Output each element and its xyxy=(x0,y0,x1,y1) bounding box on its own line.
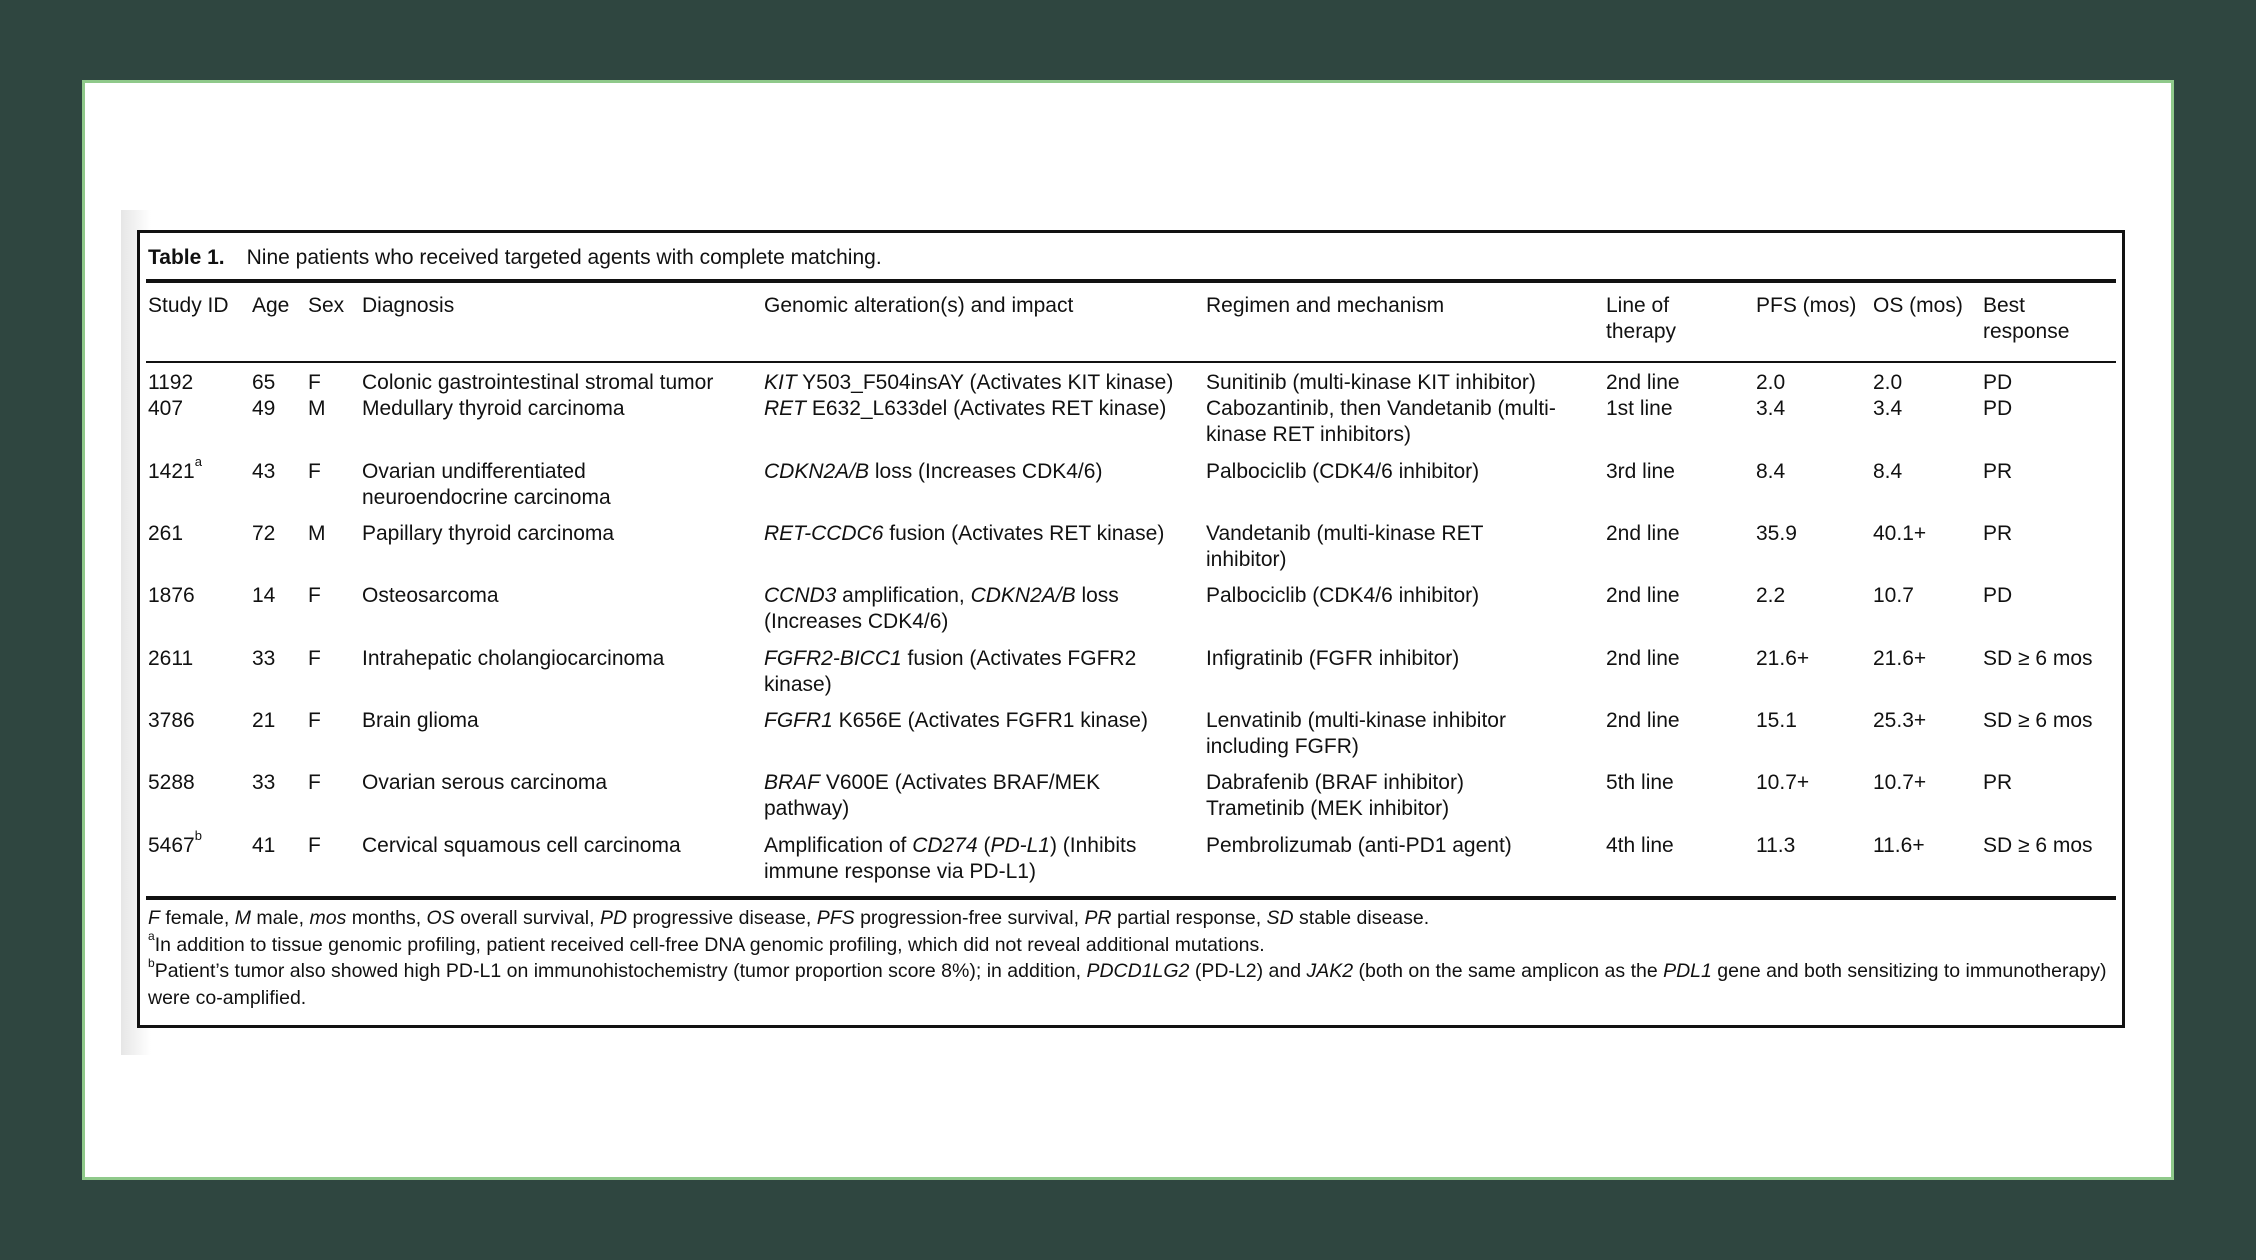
cell-sex: F xyxy=(308,460,321,483)
genomic-text: Amplification of xyxy=(764,834,913,857)
cell-genomic-alteration xyxy=(764,521,1164,547)
header-os: OS (mos) xyxy=(1873,294,1963,317)
abbreviation: PD xyxy=(599,907,628,929)
regimen-line: kinase RET inhibitors) xyxy=(1206,423,1412,446)
table-figure xyxy=(137,230,2125,1028)
footnote-a xyxy=(148,929,2113,959)
gene-name: FGFR2-BICC1 xyxy=(764,647,902,670)
regimen-line: inhibitor) xyxy=(1206,548,1287,571)
cell-os: 21.6+ xyxy=(1873,647,1927,670)
cell-pfs: 8.4 xyxy=(1756,460,1786,483)
cell-line-of-therapy: 4th line xyxy=(1606,834,1674,857)
gene-name: CDKN2A/B xyxy=(970,584,1076,607)
footnote-b-text-3: (both on the same amplicon as the xyxy=(1353,960,1664,982)
abbreviation-definition: progression-free survival, xyxy=(854,907,1085,929)
header-line-2: therapy xyxy=(1606,320,1677,343)
cell-study-id xyxy=(148,454,202,485)
gene-name: CDKN2A/B xyxy=(764,460,870,483)
abbreviation: M xyxy=(234,907,251,929)
cell-best-response: PD xyxy=(1983,397,2013,420)
diagnosis-line: Medullary thyroid carcinoma xyxy=(362,397,625,420)
study-id-text: 5288 xyxy=(148,771,195,794)
table-caption xyxy=(148,243,882,273)
cell-regimen xyxy=(1206,459,1479,485)
regimen-line: Lenvatinib (multi-kinase inhibitor xyxy=(1206,709,1506,732)
cell-age: 41 xyxy=(252,834,276,857)
footnote-b-gene-1: PDCD1LG2 xyxy=(1086,960,1190,982)
diagnosis-line: Intrahepatic cholangiocarcinoma xyxy=(362,647,665,670)
header-line xyxy=(1606,293,1676,345)
cell-age: 49 xyxy=(252,397,276,420)
genomic-text: ( xyxy=(977,834,991,857)
genomic-text: V600E (Activates BRAF/MEK xyxy=(820,771,1101,794)
cell-genomic-alteration xyxy=(764,396,1166,422)
cell-diagnosis xyxy=(362,521,614,547)
genomic-line xyxy=(764,708,1148,734)
cell-age: 65 xyxy=(252,371,276,394)
cell-line-of-therapy: 5th line xyxy=(1606,771,1674,794)
cell-sex: M xyxy=(308,397,326,420)
abbreviation-definition: stable disease. xyxy=(1293,907,1430,929)
slide-frame xyxy=(82,80,2174,1180)
cell-os: 8.4 xyxy=(1873,460,1903,483)
cell-pfs: 10.7+ xyxy=(1756,771,1810,794)
cell-study-id xyxy=(148,583,195,609)
top-rule xyxy=(146,279,2116,283)
abbreviation: F xyxy=(148,907,160,929)
cell-diagnosis xyxy=(362,459,611,511)
abbreviation: mos xyxy=(309,907,347,929)
diagnosis-line: Osteosarcoma xyxy=(362,584,499,607)
study-id-text: 407 xyxy=(148,397,184,420)
cell-sex: F xyxy=(308,709,321,732)
cell-os: 3.4 xyxy=(1873,397,1903,420)
abbreviation-definition: progressive disease, xyxy=(627,907,817,929)
footnote-a-text: In addition to tissue genomic profiling, patient received cell-free DNA genomic profiling, which did not reveal additional mutations. xyxy=(154,933,1265,956)
cell-genomic-alteration xyxy=(764,646,1136,698)
study-id-text: 5467 xyxy=(148,834,195,857)
genomic-text: loss (Increases CDK4/6) xyxy=(869,460,1103,483)
genomic-text: loss xyxy=(1075,584,1119,607)
header-best xyxy=(1983,293,2069,345)
genomic-line xyxy=(764,770,1100,796)
cell-best-response: PD xyxy=(1983,584,2013,607)
abbreviation-definition: overall survival, xyxy=(454,907,600,929)
cell-line-of-therapy: 2nd line xyxy=(1606,647,1680,670)
cell-genomic-alteration xyxy=(764,459,1102,485)
regimen-line: Pembrolizumab (anti-PD1 agent) xyxy=(1206,834,1512,857)
cell-genomic-alteration xyxy=(764,770,1100,822)
cell-best-response: PR xyxy=(1983,460,2013,483)
header-diagnosis: Diagnosis xyxy=(362,294,455,317)
header-rule xyxy=(146,361,2116,363)
cell-pfs: 35.9 xyxy=(1756,522,1797,545)
cell-study-id xyxy=(148,521,183,547)
genomic-line xyxy=(764,646,1136,672)
diagnosis-line: Papillary thyroid carcinoma xyxy=(362,522,615,545)
regimen-line: Dabrafenib (BRAF inhibitor) xyxy=(1206,771,1464,794)
gene-name: BRAF xyxy=(764,771,821,794)
cell-os: 2.0 xyxy=(1873,371,1903,394)
genomic-line xyxy=(764,396,1166,422)
cell-pfs: 21.6+ xyxy=(1756,647,1810,670)
header-best-2: response xyxy=(1983,320,2070,343)
abbreviation-definition: months, xyxy=(346,907,427,929)
cell-study-id xyxy=(148,770,195,796)
cell-study-id xyxy=(148,396,183,422)
genomic-text: fusion (Activates FGFR2 xyxy=(901,647,1137,670)
diagnosis-line: Ovarian undifferentiated xyxy=(362,460,586,483)
gene-name: PD-L1 xyxy=(990,834,1050,857)
cell-os: 11.6+ xyxy=(1873,834,1925,857)
abbreviation-definition: female, xyxy=(159,907,235,929)
cell-regimen xyxy=(1206,521,1483,573)
cell-age: 33 xyxy=(252,771,276,794)
genomic-line: pathway) xyxy=(764,797,850,820)
genomic-text: Y503_F504insAY (Activates KIT kinase) xyxy=(796,371,1174,394)
cell-pfs: 15.1 xyxy=(1756,709,1797,732)
footnote-b-text-4: gene and both sensitizing to immunotherapy) were co-amplified. xyxy=(148,960,2107,1009)
genomic-text: ) (Inhibits xyxy=(1049,834,1137,857)
genomic-line xyxy=(764,833,1136,859)
cell-study-id xyxy=(148,370,193,396)
cell-line-of-therapy: 2nd line xyxy=(1606,371,1680,394)
cell-best-response: PR xyxy=(1983,522,2013,545)
gene-name: KIT xyxy=(764,371,797,394)
table-footnotes xyxy=(148,905,2113,1011)
cell-study-id xyxy=(148,828,202,859)
cell-best-response: SD ≥ 6 mos xyxy=(1983,647,2093,670)
gene-name: RET xyxy=(764,397,806,420)
cell-diagnosis xyxy=(362,770,607,796)
diagnosis-line: Ovarian serous carcinoma xyxy=(362,771,608,794)
cell-best-response: SD ≥ 6 mos xyxy=(1983,709,2093,732)
gene-name: FGFR1 xyxy=(764,709,833,732)
cell-pfs: 3.4 xyxy=(1756,397,1786,420)
genomic-line xyxy=(764,459,1102,485)
abbreviation: SD xyxy=(1266,907,1294,929)
cell-sex: F xyxy=(308,771,321,794)
bottom-rule xyxy=(146,896,2116,900)
cell-pfs: 2.0 xyxy=(1756,371,1786,394)
header-genomic: Genomic alteration(s) and impact xyxy=(764,294,1074,317)
abbreviation: OS xyxy=(426,907,455,929)
study-id-footnote-mark: a xyxy=(194,454,202,469)
diagnosis-line: Colonic gastrointestinal stromal tumor xyxy=(362,371,714,394)
cell-age: 14 xyxy=(252,584,276,607)
cell-sex: F xyxy=(308,371,321,394)
study-id-text: 2611 xyxy=(148,647,194,670)
cell-genomic-alteration xyxy=(764,370,1173,396)
study-id-text: 1192 xyxy=(148,371,194,394)
cell-best-response: SD ≥ 6 mos xyxy=(1983,834,2093,857)
diagnosis-line: neuroendocrine carcinoma xyxy=(362,486,611,509)
genomic-line xyxy=(764,370,1173,396)
genomic-text: E632_L633del (Activates RET kinase) xyxy=(806,397,1167,420)
header-study-id: Study ID xyxy=(148,294,229,317)
header-pfs: PFS (mos) xyxy=(1756,294,1857,317)
cell-regimen xyxy=(1206,583,1479,609)
cell-line-of-therapy: 2nd line xyxy=(1606,584,1680,607)
regimen-line: Cabozantinib, then Vandetanib (multi- xyxy=(1206,397,1556,420)
genomic-line: immune response via PD-L1) xyxy=(764,860,1036,883)
genomic-text: fusion (Activates RET kinase) xyxy=(883,522,1165,545)
cell-diagnosis xyxy=(362,583,499,609)
study-id-text: 261 xyxy=(148,522,184,545)
genomic-line xyxy=(764,521,1164,547)
abbreviation-definition: male, xyxy=(250,907,310,929)
gene-name: CCND3 xyxy=(764,584,837,607)
study-id-footnote-mark: b xyxy=(194,828,202,843)
cell-pfs: 2.2 xyxy=(1756,584,1786,607)
abbreviation: PR xyxy=(1084,907,1112,929)
cell-pfs: 11.3 xyxy=(1756,834,1796,857)
cell-age: 43 xyxy=(252,460,276,483)
cell-sex: F xyxy=(308,584,321,607)
cell-line-of-therapy: 2nd line xyxy=(1606,709,1680,732)
regimen-line: Vandetanib (multi-kinase RET xyxy=(1206,522,1484,545)
footnote-b-mark: b xyxy=(148,955,155,970)
header-line-1: Line of xyxy=(1606,294,1670,317)
footnote-a-mark: a xyxy=(148,929,155,943)
cell-os: 25.3+ xyxy=(1873,709,1927,732)
regimen-line: including FGFR) xyxy=(1206,735,1359,758)
genomic-line: kinase) xyxy=(764,673,832,696)
genomic-line: (Increases CDK4/6) xyxy=(764,610,949,633)
cell-age: 72 xyxy=(252,522,276,545)
cell-regimen xyxy=(1206,708,1506,760)
abbreviation: PFS xyxy=(816,907,855,929)
abbreviation-definition: partial response, xyxy=(1111,907,1267,929)
study-id-text: 1421 xyxy=(148,460,195,483)
cell-genomic-alteration xyxy=(764,583,1119,635)
cell-study-id xyxy=(148,646,193,672)
regimen-line: Trametinib (MEK inhibitor) xyxy=(1206,797,1450,820)
header-best-1: Best xyxy=(1983,294,2026,317)
cell-genomic-alteration xyxy=(764,708,1148,734)
genomic-line xyxy=(764,583,1119,609)
header-regimen: Regimen and mechanism xyxy=(1206,294,1445,317)
genomic-text: amplification, xyxy=(836,584,971,607)
footnote-b-gene-3: PDL1 xyxy=(1663,960,1712,982)
cell-regimen xyxy=(1206,370,1536,396)
cell-line-of-therapy: 2nd line xyxy=(1606,522,1680,545)
cell-sex: F xyxy=(308,647,321,670)
header-sex: Sex xyxy=(308,294,345,317)
cell-os: 10.7+ xyxy=(1873,771,1927,794)
study-id-text: 1876 xyxy=(148,584,195,607)
cell-diagnosis xyxy=(362,396,625,422)
cell-line-of-therapy: 1st line xyxy=(1606,397,1673,420)
cell-diagnosis xyxy=(362,646,664,672)
diagnosis-line: Cervical squamous cell carcinoma xyxy=(362,834,681,857)
caption-text: Nine patients who received targeted agents with complete matching. xyxy=(246,246,882,269)
gene-name: CD274 xyxy=(912,834,978,857)
cell-diagnosis xyxy=(362,370,713,396)
cell-diagnosis xyxy=(362,708,479,734)
caption-label: Table 1. xyxy=(148,246,225,269)
cell-os: 40.1+ xyxy=(1873,522,1927,545)
cell-regimen xyxy=(1206,396,1556,448)
cell-best-response: PD xyxy=(1983,371,2013,394)
cell-sex: M xyxy=(308,522,326,545)
cell-best-response: PR xyxy=(1983,771,2013,794)
cell-diagnosis xyxy=(362,833,681,859)
regimen-line: Palbociclib (CDK4/6 inhibitor) xyxy=(1206,584,1480,607)
footnote-b-text-1: Patient’s tumor also showed high PD-L1 on immunohistochemistry (tumor proportion score 8%); in addition, xyxy=(154,960,1087,982)
footnote-b-gene-2: JAK2 xyxy=(1306,960,1354,982)
regimen-line: Infigratinib (FGFR inhibitor) xyxy=(1206,647,1460,670)
cell-line-of-therapy: 3rd line xyxy=(1606,460,1675,483)
cell-genomic-alteration xyxy=(764,833,1136,885)
regimen-line: Palbociclib (CDK4/6 inhibitor) xyxy=(1206,460,1480,483)
regimen-line: Sunitinib (multi-kinase KIT inhibitor) xyxy=(1206,371,1536,394)
cell-study-id xyxy=(148,708,195,734)
genomic-text: K656E (Activates FGFR1 kinase) xyxy=(832,709,1148,732)
cell-sex: F xyxy=(308,834,321,857)
cell-regimen xyxy=(1206,770,1464,822)
cell-regimen xyxy=(1206,646,1459,672)
cell-age: 21 xyxy=(252,709,276,732)
diagnosis-line: Brain glioma xyxy=(362,709,479,732)
footnote-abbreviations xyxy=(148,905,2113,932)
footnote-b-text-2: (PD-L2) and xyxy=(1189,960,1307,982)
study-id-text: 3786 xyxy=(148,709,195,732)
footnote-b xyxy=(148,955,2113,1011)
cell-age: 33 xyxy=(252,647,276,670)
cell-regimen xyxy=(1206,833,1512,859)
gene-name: RET-CCDC6 xyxy=(764,522,884,545)
cell-os: 10.7 xyxy=(1873,584,1914,607)
header-age: Age xyxy=(252,294,290,317)
